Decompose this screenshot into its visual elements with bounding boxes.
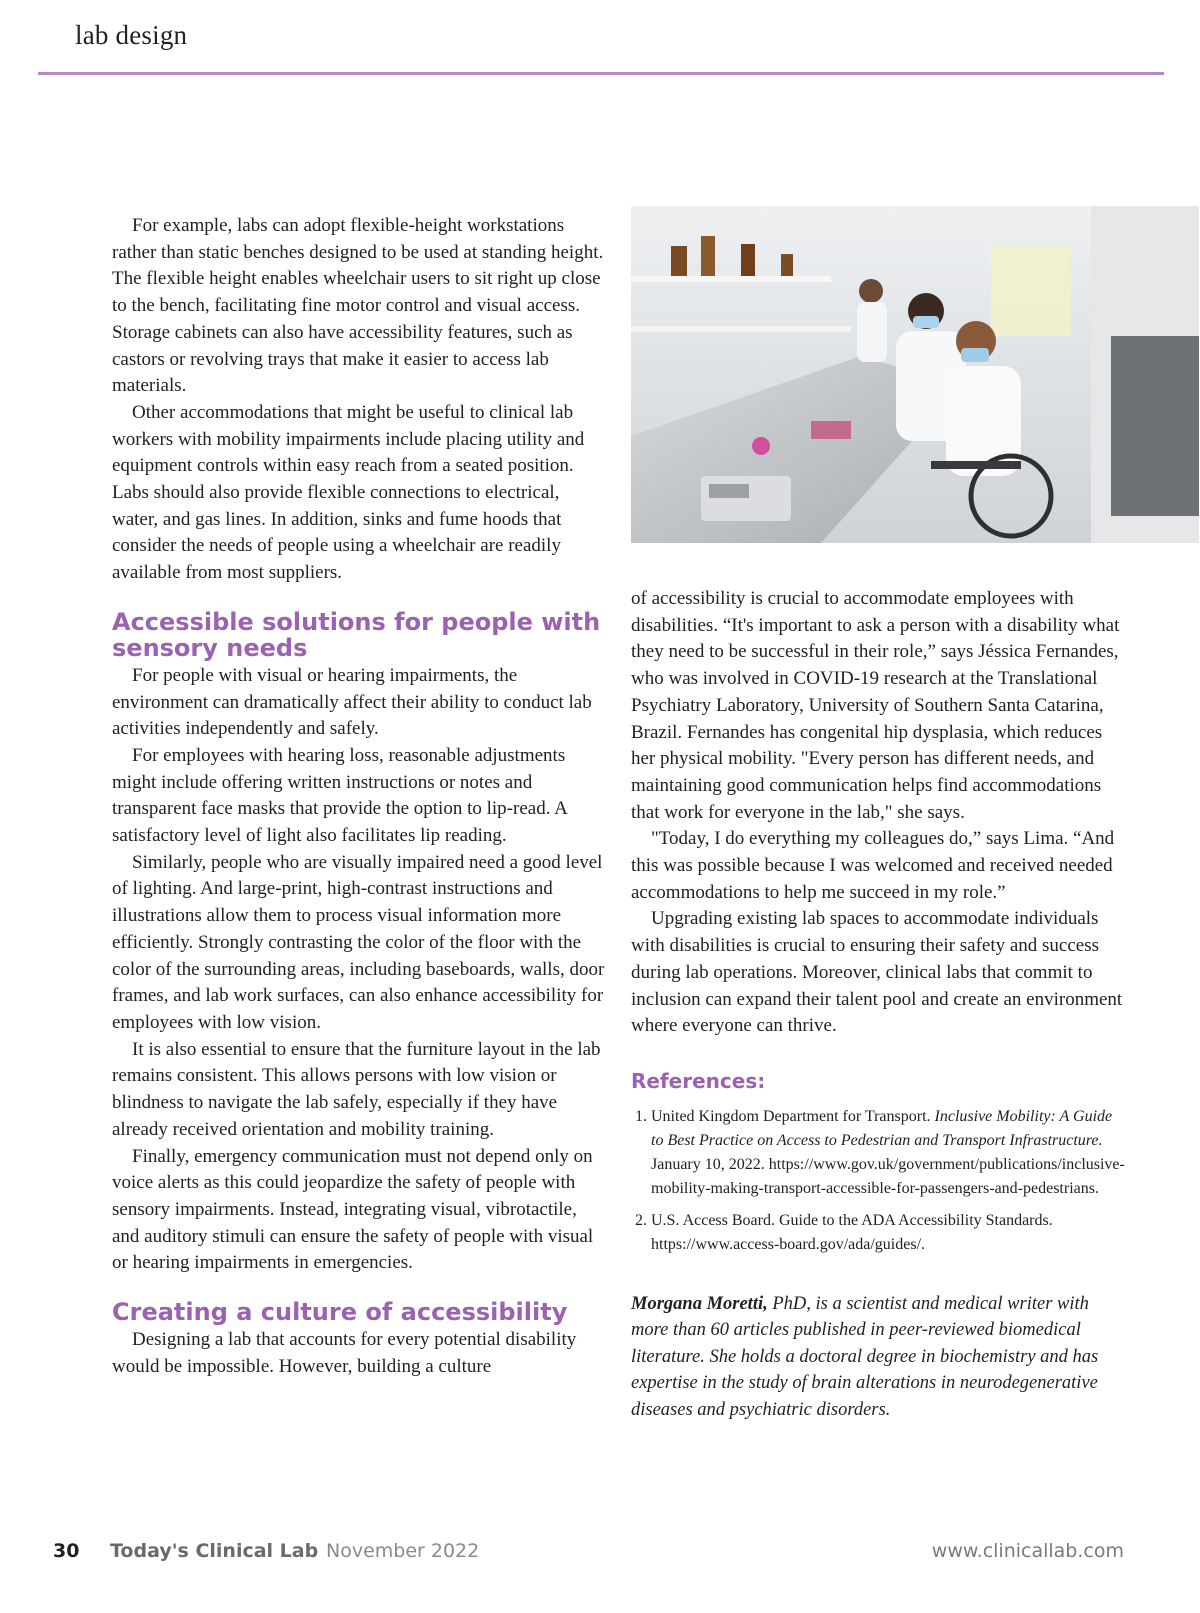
left-column — [112, 213, 608, 1380]
reference-title: Inclusive Mobility: A Guide to Best Practice on Access to Pedestrian and Transport Infrastructure. — [651, 1107, 1113, 1149]
body-paragraph: Other accommodations that might be useful to clinical lab workers with mobility impairments include placing utility and equipment controls within easy reach from a seated position. Labs should also provide flexible connections to electrical, water, and gas lines. In addition, sinks and fume hoods that consider the needs of people using a wheelchair are readily available from most suppliers. — [112, 401, 585, 584]
page-footer — [50, 1537, 1150, 1567]
references-title: References: — [631, 1068, 766, 1093]
author-name: Morgana Moretti, — [631, 1293, 768, 1314]
magazine-name: Today's Clinical Lab — [110, 1540, 319, 1562]
reference-prefix: United Kingdom Department for Transport. — [651, 1107, 935, 1125]
header-rule — [38, 72, 1164, 75]
body-paragraph: It is also essential to ensure that the furniture layout in the lab remains consistent. This allows persons with low vision or blindness to navigate the lab safely, especially if they have already received orientation and mobility training. — [112, 1038, 601, 1140]
body-paragraph: Similarly, people who are visually impaired need a good level of lighting. And large-print, high-contrast instructions and illustrations allow them to process visual information more efficiently. Strongly contrasting the color of the floor with the color of the surrounding areas, including baseboards, walls, door frames, and lab work surfaces, can also enhance accessibility for employees with low vision. — [112, 851, 605, 1033]
reference-item — [651, 1209, 1125, 1257]
body-paragraph: For employees with hearing loss, reasonable adjustments might include offering written instructions or notes and transparent face masks that provide the option to lip-read. A satisfactory level of light also facilitates lip reading. — [112, 744, 567, 847]
body-paragraph: Finally, emergency communication must not depend only on voice alerts as this could jeopardize the safety of people with sensory impairments. Instead, integrating visual, vibrotactile, and auditory stimuli can ensure the safety of people with visual or hearing impairments in emergencies. — [112, 1145, 594, 1274]
reference-suffix: January 10, 2022. https://www.gov.uk/government/publications/inclusive-mobility-making-transport-accessible-for-passengers-and-pedestrians. — [651, 1155, 1125, 1197]
lab-photo — [631, 206, 1199, 543]
reference-item — [651, 1105, 1125, 1201]
body-paragraph: For people with visual or hearing impairments, the environment can dramatically affect their ability to conduct lab activities independently and safely. — [112, 664, 592, 740]
website-link[interactable]: www.clinicallab.com — [931, 1540, 1124, 1562]
body-paragraph: "Today, I do everything my colleagues do,” says Lima. “And this was possible because I was welcomed and received needed accommodations to help me succeed in my role.” — [631, 828, 1115, 903]
subheading-culture: Creating a culture of accessibility — [112, 1298, 568, 1327]
references-list — [631, 1105, 1125, 1257]
page-number: 30 — [53, 1540, 80, 1562]
body-paragraph: of accessibility is crucial to accommodate employees with disabilities. “It's important to ask a person with a disability what they need to be successful in their role,” says Jéssica Fernandes, who was involved in COVID-19 research at the Translational Psychiatry Laboratory, University of Southern Santa Catarina, Brazil. Fernandes has congenital hip dysplasia, which reduces her physical mobility. "Every person has different needs, and maintaining good communication helps find accommodations that work for everyone in the lab," she says. — [631, 588, 1120, 823]
body-paragraph: Designing a lab that accounts for every potential disability would be impossible. However, building a culture — [112, 1329, 577, 1377]
subheading-sensory-needs: Accessible solutions for people with sensory needs — [112, 607, 601, 662]
body-paragraph: Upgrading existing lab spaces to accommodate individuals with disabilities is crucial to ensuring their safety and success during lab operations. Moreover, clinical labs that commit to inclusion can expand their talent pool and create an environment where everyone can thrive. — [631, 908, 1123, 1037]
right-column — [631, 586, 1125, 1423]
author-bio-text: PhD, is a scientist and medical writer with more than 60 articles published in peer-reviewed biomedical literature. She holds a doctoral degree in biochemistry and has expertise in the study of brain alterations in neurodegenerative diseases and psychiatric disorders. — [631, 1293, 1099, 1420]
section-label: lab design — [75, 20, 188, 50]
body-paragraph: For example, labs can adopt flexible-height workstations rather than static benches designed to be used at standing height. The flexible height enables wheelchair users to sit right up close to the bench, facilitating fine motor control and visual access. Storage cabinets can also have accessibility features, such as castors or revolving trays that make it easier to access lab materials. — [112, 215, 604, 397]
reference-text: U.S. Access Board. Guide to the ADA Accessibility Standards. https://www.access-board.gov/ada/guides/. — [651, 1211, 1053, 1253]
author-bio — [631, 1291, 1125, 1424]
issue-date: November 2022 — [326, 1540, 480, 1562]
